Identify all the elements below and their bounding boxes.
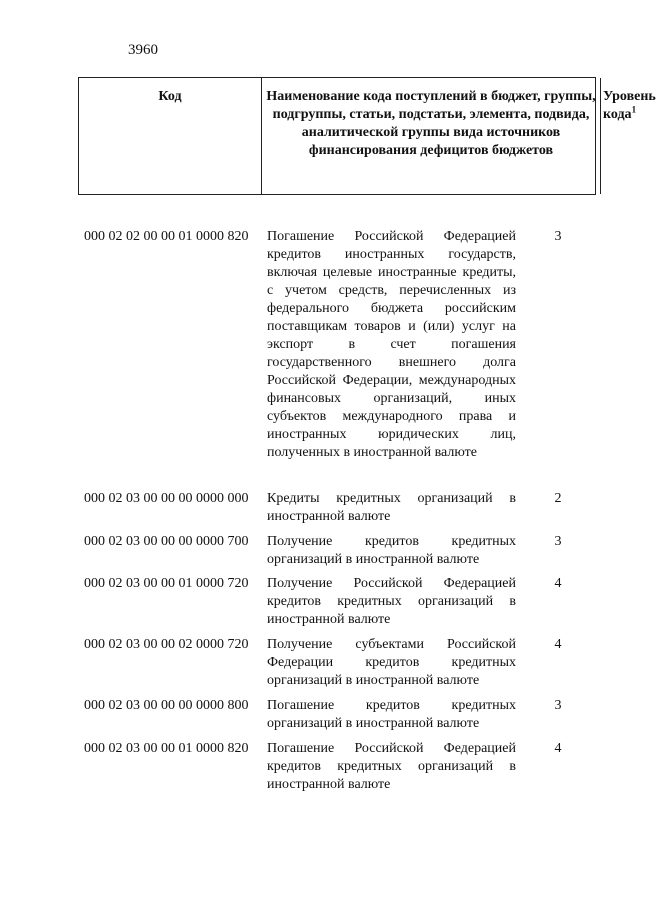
header-level-cell	[601, 78, 656, 194]
row-level: 4	[554, 741, 562, 756]
row-name: Погашение Российской Федерацией кредитов кредитных организаций в иностранной валюте	[267, 741, 516, 792]
row-code: 000 02 03 00 00 00 0000 700	[84, 534, 249, 549]
row-code: 000 02 03 00 00 00 0000 800	[84, 698, 249, 713]
header-code-cell	[79, 78, 262, 194]
row-code: 000 02 03 00 00 01 0000 720	[84, 576, 249, 591]
row-code: 000 02 03 00 00 00 0000 000	[84, 491, 249, 506]
header-name-cell	[262, 78, 601, 194]
row-name: Получение кредитов кредитных организаций в иностранной валюте	[267, 534, 516, 567]
row-level: 4	[554, 637, 562, 652]
row-level: 3	[554, 534, 562, 549]
row-name: Получение Российской Федерацией кредитов кредитных организаций в иностранной валюте	[267, 576, 516, 627]
row-level: 3	[554, 698, 562, 713]
row-level: 2	[554, 491, 562, 506]
row-code: 000 02 03 00 00 02 0000 720	[84, 637, 249, 652]
table-header	[78, 77, 656, 195]
row-level: 4	[554, 576, 562, 591]
row-code: 000 02 03 00 00 01 0000 820	[84, 741, 249, 756]
header-code: Код	[158, 89, 182, 104]
row-code: 000 02 02 00 00 01 0000 820	[84, 229, 249, 244]
row-name: Погашение кредитов кредитных организаций в иностранной валюте	[267, 698, 516, 731]
row-name: Кредиты кредитных организаций в иностранной валюте	[267, 491, 516, 524]
row-level: 3	[554, 229, 562, 244]
header-name: Наименование кода поступлений в бюджет, группы, подгруппы, статьи, подстатьи, элемента, подвида, аналитической группы вида источников финансирования дефицитов бюджетов	[266, 89, 596, 158]
page-number: 3960	[128, 42, 158, 58]
row-name: Погашение Российской Федерацией кредитов иностранных государств, включая целевые иностранные кредиты, с учетом средств, перечисленных из федерального бюджета российским поставщикам товаров и (или) услуг на экспорт в счет погашения государственного внешнего долга Российской Федерации, международных финансовых организаций, иных субъектов международного права и иностранных юридических лиц, полученных в иностранной валюте	[267, 229, 516, 460]
header-level: Уровень кода	[603, 89, 656, 122]
header-level-footnote: 1	[631, 104, 637, 115]
row-name: Получение субъектами Российской Федерации кредитов кредитных организаций в иностранной валюте	[267, 637, 516, 688]
